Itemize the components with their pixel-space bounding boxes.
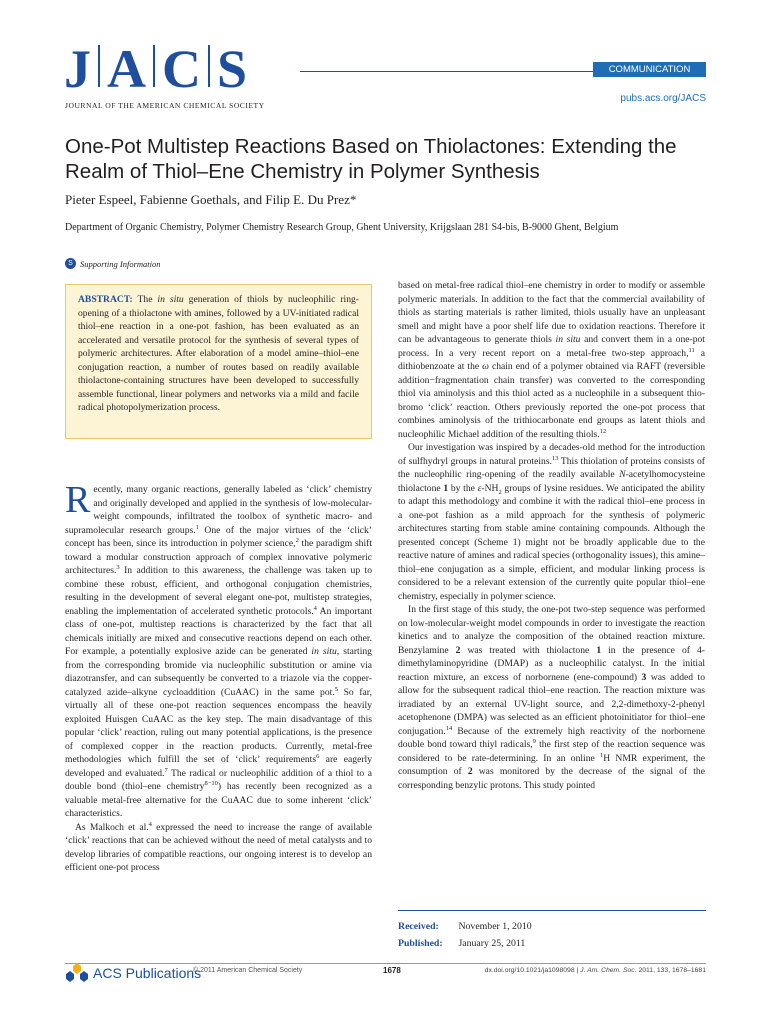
citation-link[interactable]: 9: [532, 737, 536, 745]
abstract-italic: in situ: [157, 294, 184, 305]
citation-link[interactable]: 8−10: [204, 779, 218, 787]
published-label: Published:: [398, 938, 443, 949]
logo-letter-s: S: [217, 39, 248, 99]
journal-abbreviation: J. Am. Chem. Soc.: [580, 967, 637, 974]
body-column-right: [398, 279, 705, 792]
citation-link[interactable]: 1: [195, 523, 199, 531]
paragraph: based on metal-free radical thiol–ene chemistry in order to modify or assemble polymeric materials. In addition to the fact that the commercial availability of thiols as starting materials is rather limited, thiols usually have an unpleasant smell and might have a poor shelf life due to oxidation reactions. Therefore it can be advantageous to generate thiols in situ and convert them in a one-pot process. In a very recent report on a metal-free two-step approach,$^{11}$ a dithiobenzoate at the ω chain end of a polymer obtained via RAFT (reversible addition−fragmentation chain transfer) was converted to the corresponding thiol via aminolysis and this thiol acted as a nucleophile in a subsequent thio-bromo ‘click’ reaction. Others previously reported the one-pot process that combines aminolysis of the trithiocarbonate end groups as latent thiols and nucleophilic Michael addition of the resulting thiols.$^{12}$: [398, 280, 705, 440]
citation-link[interactable]: 4: [148, 820, 152, 828]
citation-details: 2011, 133, 1678–1681: [636, 967, 706, 974]
published-date: January 25, 2011: [458, 938, 526, 949]
journal-logo: [64, 39, 248, 99]
citation-link[interactable]: 14: [445, 724, 453, 732]
supporting-info-label: Supporting Information: [80, 258, 161, 269]
abstract-text: generation of thiols by nucleophilic ring-opening of a thiolactone with amines, followed by a UV-initiated radical thiol–ene reaction in a one-pot fashion, has been evaluated as an accelerated and versatile protocol for the synthesis of several types of polymeric architectures. After elaboration of a model amine–thiol–ene conjugation reaction, a number of routes based on readily available thiolactone-containing structures have been developed to successfully assemble functional, linear polymers and networks via a mild and facile radical photopolymerization process.: [78, 294, 359, 413]
supporting-info-link[interactable]: [65, 258, 161, 269]
doi-citation[interactable]: [478, 967, 706, 974]
paragraph: Our investigation was inspired by a decades-old method for the introduction of sulfhydryl groups in natural proteins.$^{13}$ This thiolation of proteins consists of the nucleophilic ring-opening of the readily available N-acetylhomocysteine thiolactone 1 by the $\varepsilon-NH_2$ groups of lysine residues. We anticipated the ability to adapt this methodology and combine it with the radical thiol–ene process in a one-pot fashion as a mild approach for the synthesis of polymeric architectures starting from stable amine containing compounds. Although the presented concept (Scheme 1) might not be broadly applicable due to the reactive nature of amines and radical species (orthogonality issues), this amine–thiol–ene conjugation as a simple, efficient, and modular linking process is considered to be a relevant extension of the currently quite popular thiol–ene chemistry, especially in polymer science.: [398, 442, 705, 602]
abstract-text: The: [137, 294, 158, 305]
article-dates: [398, 918, 532, 952]
logo-letter-c: C: [162, 39, 201, 99]
journal-name: JOURNAL OF THE AMERICAN CHEMICAL SOCIETY: [65, 101, 265, 110]
acs-hexagon-icon: [65, 962, 89, 984]
citation-link[interactable]: 12: [599, 427, 607, 435]
received-date-row: [398, 918, 532, 935]
paragraph: In the first stage of this study, the one-pot two-step sequence was performed on low-molecular-weight model compounds in order to investigate the reaction kinetics and to analyze the composition of the obtained reaction mixture. Benzylamine 2 was treated with thiolactone 1 in the presence of 4-dimethylaminopyridine (DMAP) as a nucleophilic catalyst. In the initial reaction mixture, an excess of norbornene (ene-compound) 3 was added to allow for the subsequent radical thiol–ene reaction. The reaction mixture was irradiated by an external UV-light source, and 2,2-dimethoxy-2-phenyl acetophenone (DMPA) was selected as an efficient photoinitiator for thiol–ene conjugation.$^{14}$ Because of the extremely high reactivity of the norbornene double bond toward thiyl radicals,$^9$ the first step of the reaction sequence was considered to be rate-determining. In an online $^1$H NMR experiment, the consumption of 2 was monitored by the decrease of the signal of the corresponding benzylic protons. This study pointed: [398, 604, 705, 791]
body-column-left: [65, 479, 372, 875]
acs-publications-logo[interactable]: [65, 962, 201, 984]
citation-link[interactable]: 5: [334, 685, 338, 693]
page-number: 1678: [383, 966, 401, 975]
citation-link[interactable]: 2: [295, 536, 299, 544]
received-date: November 1, 2010: [458, 921, 532, 932]
logo-divider: [153, 45, 155, 87]
journal-url-link[interactable]: pubs.acs.org/JACS: [620, 93, 706, 104]
article-title: One-Pot Multistep Reactions Based on Thiolactones: Extending the Realm of Thiol–Ene Chemistry in Polymer Synthesis: [65, 135, 677, 183]
logo-divider: [208, 45, 210, 87]
paragraph: As Malkoch et al.$^4$ expressed the need to increase the range of available ‘click’ reactions that can be achieved without the need of metal catalysts and to develop libraries of compatible reactions, our ongoing interest is to develop an efficient one-pot process: [65, 820, 372, 873]
citation-link[interactable]: 7: [164, 766, 168, 774]
published-date-row: [398, 935, 532, 952]
supporting-info-icon: S: [65, 258, 76, 269]
affiliation: Department of Organic Chemistry, Polymer Chemistry Research Group, Ghent University, Krijgslaan 281 S4-bis, B-9000 Ghent, Belgium: [65, 222, 619, 233]
paragraph: Recently, many organic reactions, generally labeled as ‘click’ chemistry and originally developed and applied in the synthesis of low-molecular-weight compounds, infiltrated the toolbox of synthetic macro- and supramolecular research groups.$^1$ One of the major virtues of the ‘click’ concept has been, since its introduction in polymer science,$^2$ the paradigm shift toward a modular construction approach of complex innovative polymeric architectures.$^3$ In addition to this awareness, the challenge was taken up to combine these robust, efficient, and orthogonal conjugation chemistries, resulting in the development of several elegant one-pot, multistep strategies, enabling the implementation of accelerated synthetic protocols.$^4$ An important class of one-pot, multistep reactions is characterized by the fact that all chemicals initially are mixed and consecutive reactions depend on each other. For example, a potentially explosive azide can be generated in situ, starting from the corresponding bromide via nucleophilic substitution or amine via diazotransfer, and can subsequently be converted to a triazole via the copper-catalyzed azide–alkyne cycloaddition (CuAAC) in the same pot.$^5$ So far, virtually all of these one-pot reaction sequences encompass the heavily exploited Huisgen CuAAC as the key step. The main disadvantage of this popular ‘click’ reaction, ruling out many potential applications, is the presence of complexed copper in the reaction products. Currently, metal-free methodologies which fulfill the set of ‘click’ requirements$^6$ are eagerly developed and evaluated.$^7$ The radical or nucleophilic addition of a thiol to a double bond (thiol–ene chemistry$^{8-10}$) has recently been recognized as a valuable metal-free alternative for the CuAAC due to some inherent ‘click’ characteristics.: [65, 479, 372, 819]
article-type-badge: COMMUNICATION: [593, 62, 706, 77]
doi-link[interactable]: dx.doi.org/10.1021/ja1098098 |: [484, 967, 581, 974]
logo-letter-j: J: [64, 39, 91, 99]
acs-publications-text: ACS Publications: [93, 965, 202, 981]
author-list: Pieter Espeel, Fabienne Goethals, and Filip E. Du Prez*: [65, 192, 357, 207]
dates-rule: [398, 910, 706, 911]
logo-divider: [98, 45, 100, 87]
citation-link[interactable]: 4: [313, 604, 317, 612]
abstract-box: [65, 284, 372, 439]
citation-link[interactable]: 3: [116, 563, 120, 571]
citation-link[interactable]: 6: [316, 752, 320, 760]
citation-link[interactable]: 11: [688, 346, 695, 354]
citation-link[interactable]: 13: [551, 454, 559, 462]
received-label: Received:: [398, 921, 439, 932]
drop-cap: R: [65, 479, 91, 521]
logo-letter-a: A: [107, 39, 146, 99]
abstract-label: ABSTRACT:: [78, 294, 133, 305]
copyright-notice: © 2011 American Chemical Society: [193, 967, 303, 974]
